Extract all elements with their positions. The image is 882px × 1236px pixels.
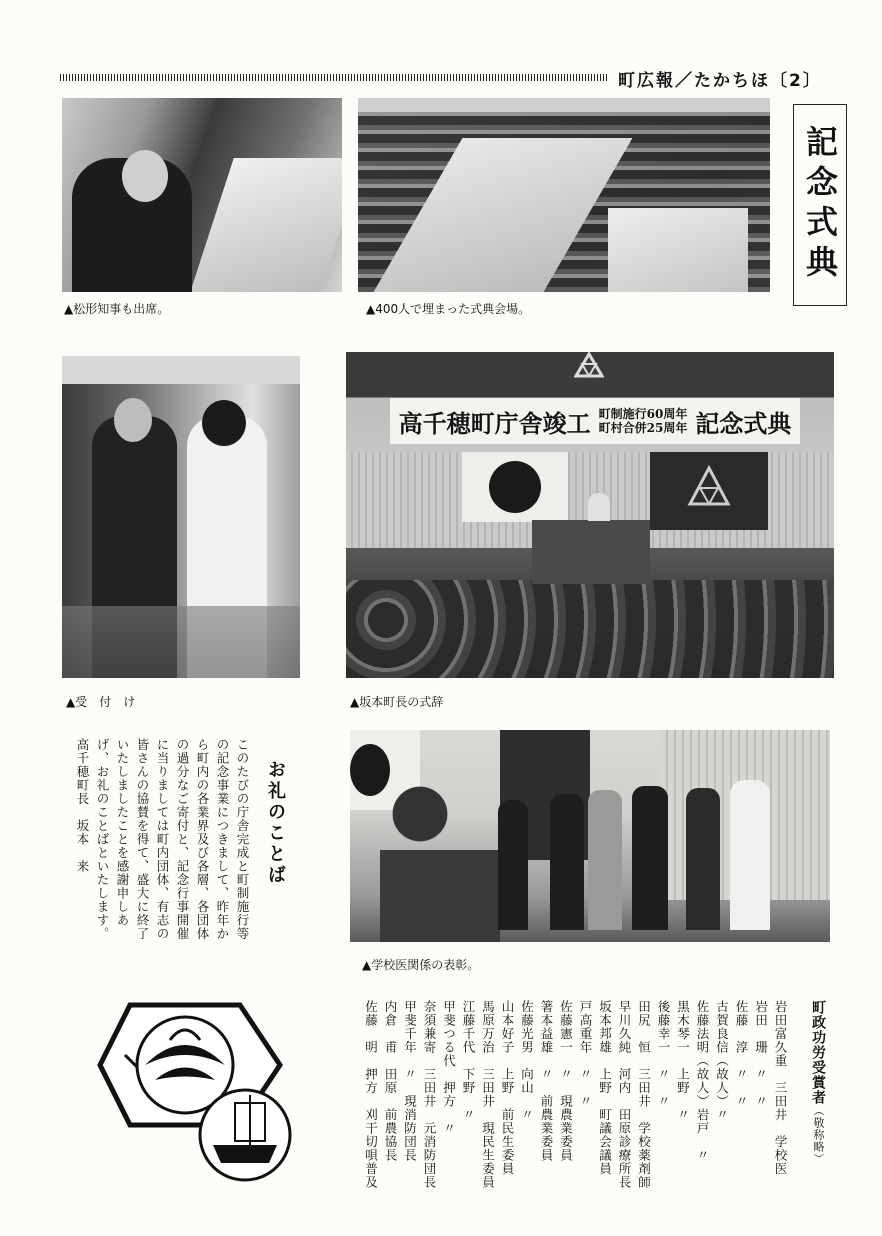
- award-entry: 箸本益雄 〃 前農業委員: [539, 1000, 554, 1162]
- crane-crest-icon: [95, 985, 295, 1185]
- banner-main: 高千穂町庁舎竣工: [398, 408, 591, 438]
- national-flag: [462, 452, 568, 522]
- podium: [532, 520, 650, 584]
- caption-governor: ▲松形知事も出席。: [64, 302, 170, 316]
- award-entry: 岩田富久重 三田井 学校医: [773, 1000, 788, 1176]
- award-entry: 山本好子 上野 前民生委員: [500, 1000, 515, 1176]
- caption-hall: ▲400人で埋まった式典会場。: [366, 302, 531, 316]
- awards-title-note: （敬称略）: [812, 1105, 825, 1165]
- ceremony-banner: [390, 398, 800, 444]
- award-entry: 古賀良信（故人）〃: [714, 1000, 730, 1122]
- award-entry: 佐藤法明（故人）岩戸 〃: [695, 1000, 710, 1162]
- award-entry: 戸高重年 〃 〃: [578, 1000, 593, 1108]
- thanks-signature-name: 坂本 来: [75, 819, 90, 873]
- speaker: [588, 493, 610, 521]
- photo-governor: [62, 98, 342, 292]
- town-crest-illustration: [95, 985, 295, 1185]
- thanks-body-block: [75, 738, 252, 948]
- photo-reception: [62, 356, 300, 678]
- awards-title: 町政功労受賞者: [810, 1000, 826, 1105]
- header-rule: [60, 74, 608, 81]
- award-entry: 岩田 珊 〃 〃: [753, 1000, 769, 1108]
- thanks-title: お礼のことば: [265, 760, 286, 886]
- photo-hall: [358, 98, 770, 292]
- award-entry: 黒木琴一 上野 〃: [675, 1000, 691, 1122]
- award-entry: 江藤千代 下野 〃: [461, 1000, 476, 1122]
- award-entry: 奈須兼寄 三田井 元消防団長: [422, 1000, 437, 1189]
- award-entry: 内倉 甫 田原 前農協長: [383, 1000, 398, 1162]
- award-entry: 後藤幸一 〃 〃: [656, 1000, 671, 1108]
- banner-sub-1: 町制施行60周年: [598, 407, 688, 421]
- award-entry: 甲斐つる代 押方 〃: [441, 1000, 457, 1135]
- photo-award: [350, 730, 830, 942]
- award-entry: 佐藤 明 押方 刈干切唄普及: [363, 1000, 379, 1189]
- section-title-box: [793, 104, 847, 306]
- award-entry: 甲斐千年 〃 現消防団長: [402, 1000, 418, 1162]
- caption-reception: ▲受 付 け: [66, 695, 136, 709]
- town-flag: [650, 452, 768, 530]
- caption-speech: ▲坂本町長の式辞: [350, 695, 444, 709]
- banner-sub-2: 町村合併25周年: [598, 421, 688, 435]
- award-entry: 佐藤光男 向山 〃: [519, 1000, 535, 1122]
- award-entry: 田尻 恒 三田井 学校薬剤師: [636, 1000, 652, 1189]
- town-emblem-icon: [650, 452, 768, 530]
- thanks-body: このたびの庁舎完成と町制施行等の記念事業につきまして、昨年から町内の各業界及び各層、各団体の過分なご寄付と、記念行事開催に当りましては町内団体、有志の皆さんの協賛を得て、盛大に終了いたしましたことを感謝申しあげ、お礼のことばといたします。: [95, 738, 250, 941]
- caption-award: ▲学校医関係の表彰。: [362, 958, 480, 972]
- page-header: 町広報／たかちほ〔2〕: [618, 71, 822, 91]
- award-entry: 早川久純 河内 田原診療所長: [617, 1000, 632, 1189]
- awards-list: [340, 1000, 790, 1200]
- award-entry: 佐藤 淳 〃 〃: [734, 1000, 749, 1108]
- thanks-signature-place: 高千穂町長: [75, 738, 90, 806]
- award-entry: 佐藤憲一 〃 現農業委員: [558, 1000, 574, 1162]
- banner-sub: [599, 407, 688, 435]
- award-entry: 坂本邦雄 上野 町議会議員: [597, 1000, 613, 1176]
- award-entry: 馬原万治 三田井 現民生委員: [480, 1000, 496, 1189]
- awards-title-block: [808, 1000, 828, 1165]
- section-title: 記念式典: [801, 125, 839, 285]
- banner-end: 記念式典: [695, 408, 792, 438]
